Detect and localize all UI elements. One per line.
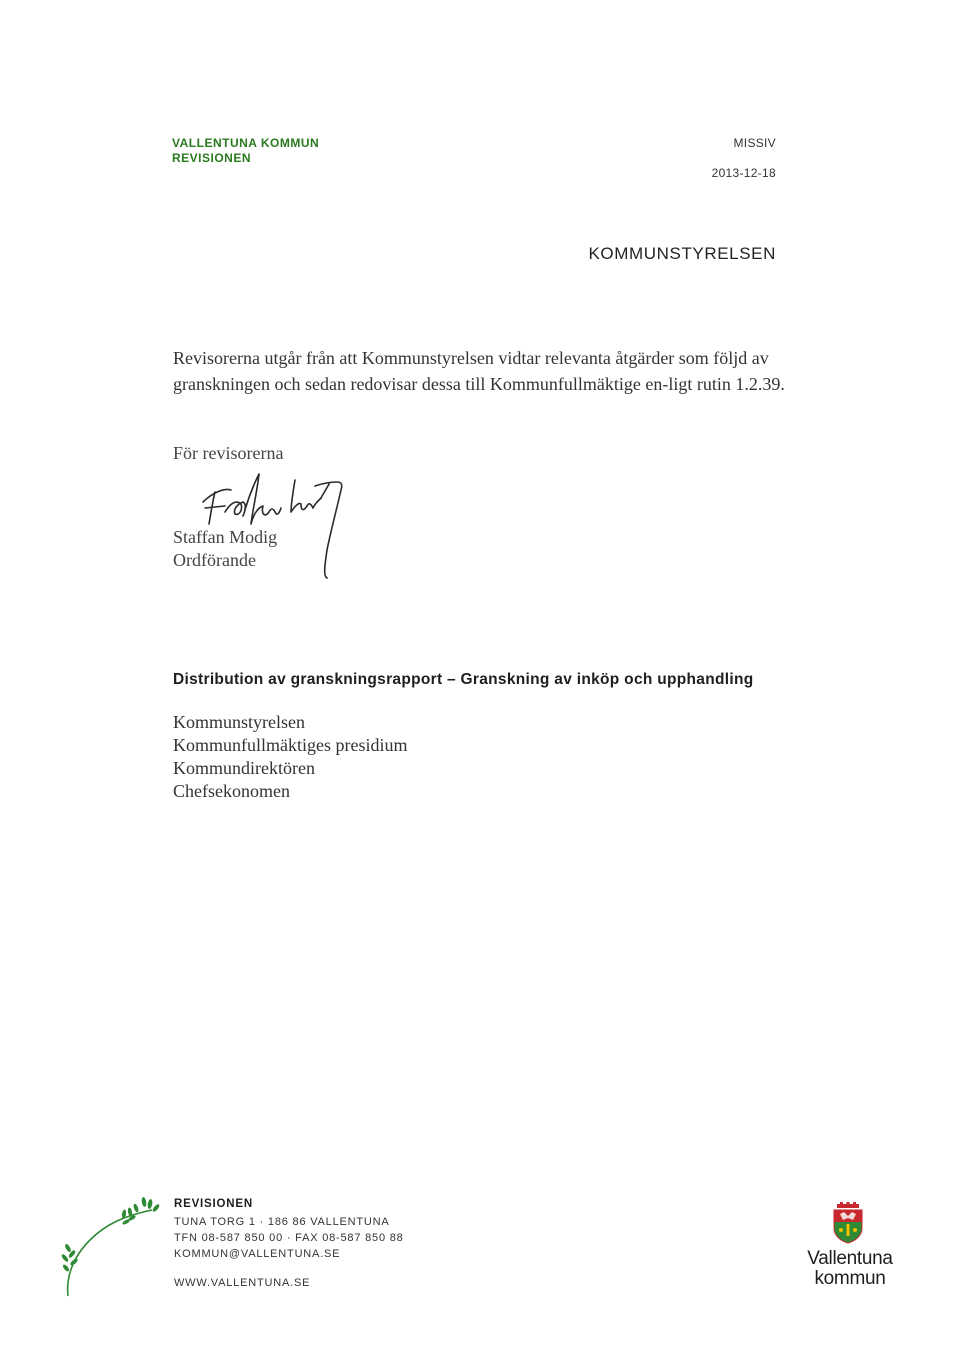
footer-website: WWW.VALLENTUNA.SE [174,1277,311,1289]
distribution-item: Kommundirektören [173,758,315,778]
distribution-item: Chefsekonomen [173,781,290,801]
brand-line-2: kommun [814,1268,886,1289]
signer-name: Staffan Modig [173,527,278,547]
document-type: MISSIV [733,136,776,150]
distribution-item: Kommunstyrelsen [173,712,305,732]
brand-wordmark [800,1249,900,1289]
footer-email: KOMMUN@VALLENTUNA.SE [174,1248,341,1260]
organization-line-1: VALLENTUNA KOMMUN [172,136,320,150]
footer-department: REVISIONEN [174,1198,253,1210]
closing-line: För revisorerna [173,443,284,463]
footer-phone-fax: TFN 08-587 850 00 · FAX 08-587 850 88 [174,1232,404,1244]
distribution-item: Kommunfullmäktiges presidium [173,735,408,755]
coat-of-arms-icon [831,1202,865,1244]
document-date: 2013-12-18 [711,166,776,180]
distribution-list [173,711,407,803]
organization-line-2: REVISIONEN [172,151,252,165]
footer-contact [174,1214,404,1262]
footer-address: TUNA TORG 1 · 186 86 VALLENTUNA [174,1216,390,1228]
distribution-heading: Distribution av granskningsrapport – Granskning av inköp och upphandling [173,671,754,688]
organization-name [172,136,319,166]
leaf-branch-logo-icon [60,1196,160,1300]
recipient-heading: KOMMUNSTYRELSEN [588,244,776,263]
signer-title: Ordförande [173,550,256,570]
brand-line-1: Vallentuna [807,1248,893,1269]
body-paragraph: Revisorerna utgår från att Kommunstyrelsen vidtar relevanta åtgärder som följd av granskningen och sedan redovisar dessa till Kommunfullmäktige en-ligt rutin 1.2.39. [173,348,785,394]
